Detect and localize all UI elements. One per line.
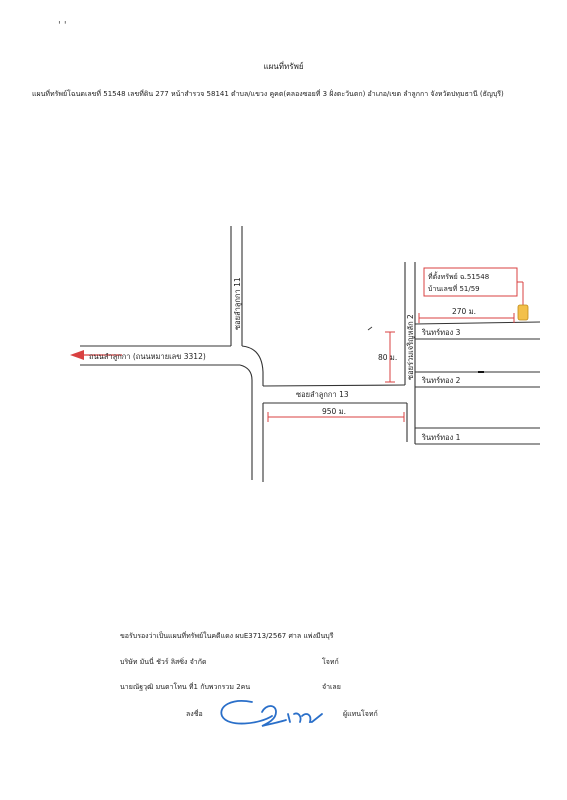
dist-80-label: 80 ม. <box>378 353 398 362</box>
property-description: แผนที่ทรัพย์โฉนดเลขที่ 51548 เลขที่ดิน 277 หน้าสำรวจ 58141 ตำบล/แขวง คูคต(คลองซอยที่ 3 ฝั่งตะวันตก) อำเภอ/เขต ลำลูกกา จังหวัดปทุมธานี (ธัญบุรี) <box>32 90 504 98</box>
page-title: แผนที่ทรัพย์ <box>263 62 304 71</box>
rin-3-top-edge <box>415 322 540 324</box>
dist-270-label: 270 ม. <box>452 307 477 316</box>
plaintiff-label: โจทก์ <box>322 658 339 666</box>
defendant-name: นายณัฐวุฒิ มนตาโทน ที่1 กับพวกรวม 2คน <box>120 683 251 691</box>
property-marker <box>518 305 528 320</box>
pencil-mark <box>368 327 372 330</box>
dist-950-label: 950 ม. <box>322 407 347 416</box>
property-line-1: ที่ตั้งทรัพย์ ฉ.51548 <box>428 273 490 281</box>
plaintiff-company: บริษัท มันนี่ ชัวร์ ลิสซิ่ง จำกัด <box>120 658 207 666</box>
soi-ruam-label: ซอยร่วมเจริญหลัก 2 <box>406 314 415 380</box>
south-road-left-edge <box>240 365 252 480</box>
soi-11-label: ซอยลำลูกกา 11 <box>233 277 242 330</box>
defendant-label: จำเลย <box>322 683 341 691</box>
certification-text: ขอรับรองว่าเป็นแผนที่ทรัพย์ในคดีแดง ผบE3713/2567 ศาล แพ่งมีนบุรี <box>120 632 334 640</box>
proxy-label: ผู้แทนโจทก์ <box>343 710 378 718</box>
soi-13-top-edge <box>263 385 405 386</box>
sign-label: ลงชื่อ <box>186 710 203 718</box>
property-line-2: บ้านเลขที่ 51/59 <box>428 285 480 293</box>
signature <box>221 701 322 726</box>
rin-3-label: รินทร์ทอง 3 <box>422 328 461 337</box>
soi-13-label: ซอยลำลูกกา 13 <box>296 390 349 399</box>
rin-1-label: รินทร์ทอง 1 <box>422 433 461 442</box>
main-road-label: ถนนลำลูกกา (ถนนหมายเลข 3312) <box>89 352 206 361</box>
scribble-marks: ' ' <box>58 20 67 31</box>
rin-2-label: รินทร์ทอง 2 <box>422 376 461 385</box>
